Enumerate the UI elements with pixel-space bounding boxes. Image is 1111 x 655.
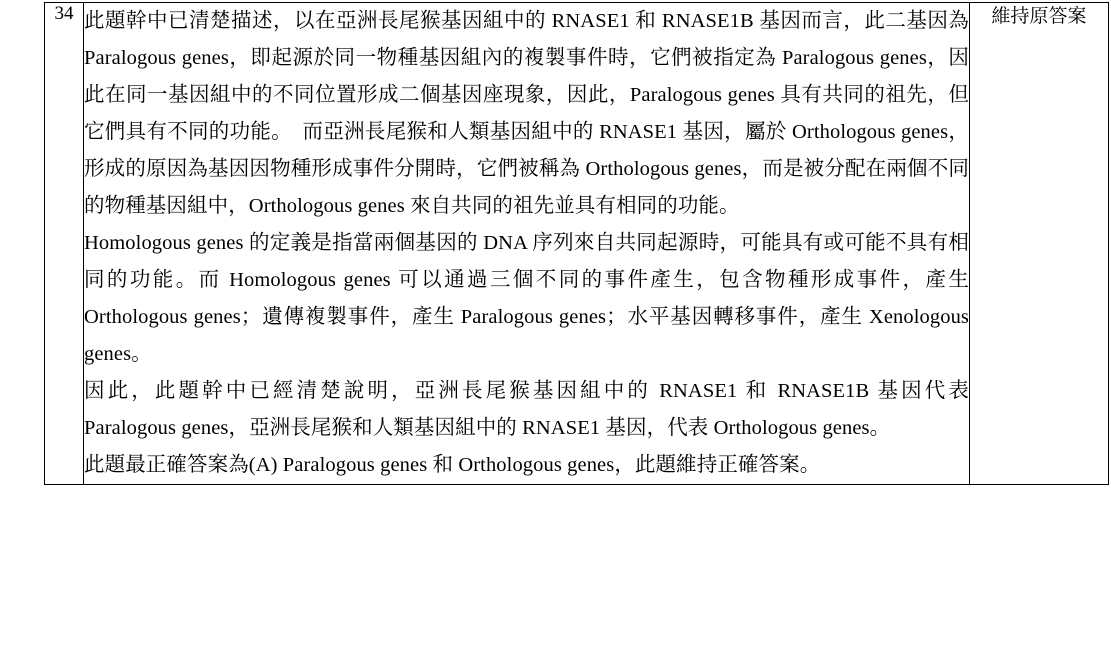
answer-explanation-table xyxy=(44,2,1109,485)
explanation-paragraph-1: 此題幹中已清楚描述，以在亞洲長尾猴基因組中的 RNASE1 和 RNASE1B 基因而言，此二基因為 Paralogous genes，即起源於同一物種基因組內的複製事件時，它們被指定為 Paralogous genes，因此在同一基因組中的不同位置形成二個基因座現象，因此，Paralogous genes 具有共同的祖先，但它們具有不同的功能。 而亞洲長尾猴和人類基因組中的 RNASE1 基因，屬於 Orthologous genes，形成的原因為基因因物種形成事件分開時，它們被稱為 Orthologous genes，而是被分配在兩個不同的物種基因組中，Orthologous genes 來自共同的祖先並具有相同的功能。 xyxy=(84,10,969,217)
explanation-paragraph-2: Homologous genes 的定義是指當兩個基因的 DNA 序列來自共同起源時，可能具有或可能不具有相同的功能。而 Homologous genes 可以通過三個不同的事件產生，包含物種形成事件，產生 Orthologous genes；遺傳複製事件，產生 Paralogous genes；水平基因轉移事件，產生 Xenologous genes。 xyxy=(84,232,969,365)
question-number-cell: 34 xyxy=(45,3,84,485)
explanation-cell xyxy=(84,3,970,485)
answer-status-cell xyxy=(970,3,1109,485)
document-page xyxy=(0,2,1111,655)
table-row xyxy=(45,3,1109,485)
answer-status-text: 維持原答案 xyxy=(991,6,1087,27)
explanation-paragraph-4: 此題最正確答案為(A) Paralogous genes 和 Orthologous genes，此題維持正確答案。 xyxy=(84,454,821,476)
explanation-paragraph-3: 因此，此題幹中已經清楚說明，亞洲長尾猴基因組中的 RNASE1 和 RNASE1B 基因代表 Paralogous genes，亞洲長尾猴和人類基因組中的 RNASE1 基因，代表 Orthologous genes。 xyxy=(84,380,969,439)
